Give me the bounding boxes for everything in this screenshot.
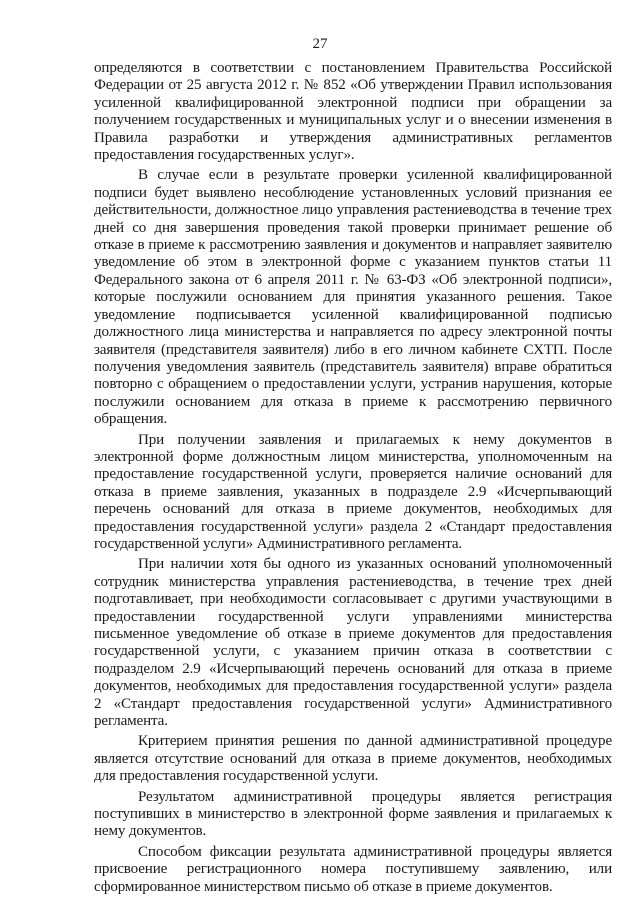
paragraph-signature-check: В случае если в результате проверки усиленной квалифицированной подписи будет выявлено несоблюдение установленных условий признания ее действительности, должностное лицо управления растениеводства в течение трех дней со дня завершения проведения такой проверки принимает решение об отказе в приеме к рассмотрению заявления и документов и направляет заявителю уведомление об этом в электронной форме с указанием пунктов статьи 11 Федерального закона от 6 апреля 2011 г. № 63-ФЗ «Об электронной подписи», которые послужили основанием для принятия указанного решения. Такое уведомление подписывается усиленной квалифицированной подписью должностного лица министерства и направляется по адресу электронной почты заявителя (представителя заявителя) либо в его личном кабинете СХТП. После получения уведомления заявитель (представитель заявителя) вправе обратиться повторно с обращением о предоставлении услуги, устранив нарушения, которые послужили основанием для отказа в приеме к рассмотрению первичного обращения. — [94, 167, 612, 428]
document-body — [94, 60, 612, 899]
paragraph-procedure-result: Результатом административной процедуры является регистрация поступивших в министерство в электронной форме заявления и прилагаемых к нему документов. — [94, 788, 612, 840]
paragraph-continuation: определяются в соответствии с постановлением Правительства Российской Федерации от 25 августа 2012 г. № 852 «Об утверждении Правил использования усиленной квалифицированной электронной подписи при обращении за получением государственных и муниципальных услуг и о внесении изменения в Правила разработки и утверждения административных регламентов предоставления государственных услуг». — [94, 60, 612, 164]
paragraph-refusal-notice: При наличии хотя бы одного из указанных оснований уполномоченный сотрудник министерства управления растениеводства, в течение трех дней подготавливает, при необходимости согласовывает с другими участвующими в предоставлении государственной услуги управлениями министерства письменное уведомление об отказе в приеме документов для предоставления государственной услуги, с указанием причин отказа в соответствии с подразделом 2.9 «Исчерпывающий перечень оснований для отказа в приеме документов, необходимых для предоставления государственной услуги» раздела 2 «Стандарт предоставления государственной услуги» Административного регламента. — [94, 556, 612, 730]
paragraph-decision-criterion: Критерием принятия решения по данной административной процедуре является отсутствие оснований для отказа в приеме документов, необходимых для предоставления государственной услуги. — [94, 733, 612, 785]
paragraph-electronic-receipt: При получении заявления и прилагаемых к нему документов в электронной форме должностным лицом министерства, уполномоченным на предоставление государственной услуги, проверяется наличие оснований для отказа в приеме заявления, указанных в подразделе 2.9 «Исчерпывающий перечень оснований для отказа в приеме документов, необходимых для предоставления государственной услуги» раздела 2 «Стандарт предоставления государственной услуги» Административного регламента. — [94, 431, 612, 552]
page-number: 27 — [312, 36, 328, 52]
paragraph-fixation-method: Способом фиксации результата административной процедуры является присвоение регистрационного номера поступившему заявлению, или сформированное министерством письмо об отказе в приеме документов. — [94, 843, 612, 895]
